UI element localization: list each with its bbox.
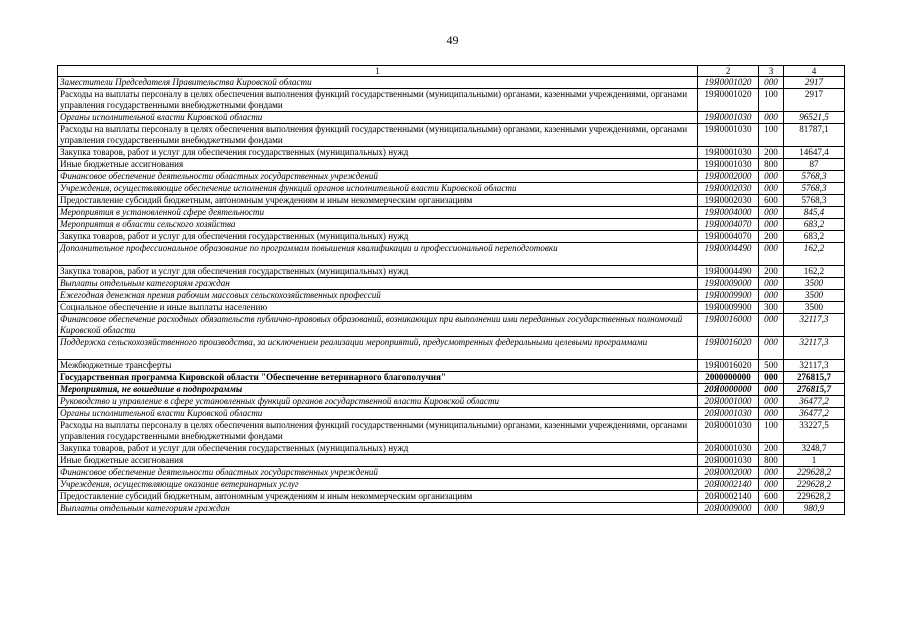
row-expense-type-cell: 200	[759, 443, 784, 455]
row-code-cell: 19Я0001030	[698, 112, 759, 124]
row-name-cell: Закупка товаров, работ и услуг для обеспечения государственных (муниципальных) нужд	[58, 266, 698, 278]
row-expense-type-cell: 500	[759, 360, 784, 372]
row-code-cell: 20Я0001030	[698, 420, 759, 443]
row-expense-type-cell: 000	[759, 219, 784, 231]
table-row	[58, 491, 845, 503]
row-expense-type-cell: 100	[759, 89, 784, 112]
row-expense-type-cell: 000	[759, 384, 784, 396]
row-code-cell: 19Я0002030	[698, 183, 759, 195]
row-name-cell: Учреждения, осуществляющие обеспечение исполнения функций органов исполнительной власти Кировской области	[58, 183, 698, 195]
row-sum-cell: 162,2	[784, 243, 845, 266]
table-row	[58, 503, 845, 515]
row-name-cell: Заместители Председателя Правительства Кировской области	[58, 77, 698, 89]
row-name-cell: Финансовое обеспечение деятельности областных государственных учреждений	[58, 171, 698, 183]
header-sum: 4	[784, 66, 845, 77]
row-sum-cell: 3500	[784, 290, 845, 302]
table-row	[58, 479, 845, 491]
row-code-cell: 19Я0009900	[698, 302, 759, 314]
row-name-cell: Мероприятия, не вошедшие в подпрограммы	[58, 384, 698, 396]
row-name-cell: Межбюджетные трансферты	[58, 360, 698, 372]
row-name-cell: Иные бюджетные ассигнования	[58, 159, 698, 171]
row-name-cell: Предоставление субсидий бюджетным, автономным учреждениям и иным некоммерческим организациям	[58, 491, 698, 503]
table-row	[58, 207, 845, 219]
row-name-cell: Органы исполнительной власти Кировской области	[58, 408, 698, 420]
row-code-cell: 19Я0016000	[698, 314, 759, 337]
row-sum-cell: 5768,3	[784, 195, 845, 207]
row-sum-cell: 3500	[784, 278, 845, 290]
table-row	[58, 290, 845, 302]
row-expense-type-cell: 200	[759, 266, 784, 278]
row-sum-cell: 32117,3	[784, 314, 845, 337]
row-sum-cell: 36477,2	[784, 408, 845, 420]
row-code-cell: 20Я0002140	[698, 491, 759, 503]
row-code-cell: 20Я0001030	[698, 408, 759, 420]
row-sum-cell: 1	[784, 455, 845, 467]
row-expense-type-cell: 000	[759, 112, 784, 124]
row-sum-cell: 845,4	[784, 207, 845, 219]
table-row	[58, 266, 845, 278]
row-sum-cell: 81787,1	[784, 124, 845, 147]
row-name-cell: Мероприятия в установленной сфере деятельности	[58, 207, 698, 219]
row-code-cell: 20Я0001030	[698, 455, 759, 467]
table-row	[58, 77, 845, 89]
row-sum-cell: 2917	[784, 77, 845, 89]
row-expense-type-cell: 200	[759, 147, 784, 159]
row-expense-type-cell: 100	[759, 420, 784, 443]
row-sum-cell: 980,9	[784, 503, 845, 515]
row-code-cell: 20Я0001000	[698, 396, 759, 408]
row-expense-type-cell: 000	[759, 290, 784, 302]
table-row	[58, 195, 845, 207]
row-sum-cell: 229628,2	[784, 479, 845, 491]
row-name-cell: Расходы на выплаты персоналу в целях обеспечения выполнения функций государственными (муниципальными) органами, казенными учреждениями, органами управления государственными внебюджетными фондами	[58, 124, 698, 147]
table-row	[58, 112, 845, 124]
table-row	[58, 231, 845, 243]
page-number: 49	[446, 33, 459, 47]
table-row	[58, 302, 845, 314]
row-sum-cell: 5768,3	[784, 183, 845, 195]
row-sum-cell: 3500	[784, 302, 845, 314]
row-name-cell: Мероприятия в области сельского хозяйства	[58, 219, 698, 231]
table-row	[58, 372, 845, 384]
row-expense-type-cell: 300	[759, 302, 784, 314]
row-name-cell: Выплаты отдельным категориям граждан	[58, 503, 698, 515]
row-code-cell: 19Я0009000	[698, 278, 759, 290]
row-expense-type-cell: 100	[759, 124, 784, 147]
table-row	[58, 455, 845, 467]
row-code-cell: 19Я0001030	[698, 147, 759, 159]
row-sum-cell: 162,2	[784, 266, 845, 278]
table-row	[58, 360, 845, 372]
table-row	[58, 124, 845, 147]
row-sum-cell: 33227,5	[784, 420, 845, 443]
row-expense-type-cell: 200	[759, 231, 784, 243]
row-expense-type-cell: 000	[759, 408, 784, 420]
table-header-row	[58, 66, 845, 77]
row-sum-cell: 3248,7	[784, 443, 845, 455]
row-expense-type-cell: 000	[759, 396, 784, 408]
row-code-cell: 19Я0002000	[698, 171, 759, 183]
row-sum-cell: 229628,2	[784, 467, 845, 479]
row-expense-type-cell: 000	[759, 171, 784, 183]
row-name-cell: Финансовое обеспечение расходных обязательств публично-правовых образований, возникающих при выполнении ими переданных государственных полномочий Кировской области	[58, 314, 698, 337]
row-code-cell: 19Я0004070	[698, 231, 759, 243]
row-expense-type-cell: 000	[759, 278, 784, 290]
row-expense-type-cell: 000	[759, 337, 784, 360]
row-code-cell: 19Я0001030	[698, 159, 759, 171]
row-code-cell: 20Я0002140	[698, 479, 759, 491]
row-name-cell: Закупка товаров, работ и услуг для обеспечения государственных (муниципальных) нужд	[58, 231, 698, 243]
table-row	[58, 314, 845, 337]
row-code-cell: 19Я0016020	[698, 360, 759, 372]
row-code-cell: 19Я0004490	[698, 266, 759, 278]
row-name-cell: Расходы на выплаты персоналу в целях обеспечения выполнения функций государственными (муниципальными) органами, казенными учреждениями, органами управления государственными внебюджетными фондами	[58, 89, 698, 112]
row-code-cell: 19Я0001030	[698, 124, 759, 147]
row-name-cell: Иные бюджетные ассигнования	[58, 455, 698, 467]
table-row	[58, 89, 845, 112]
row-expense-type-cell: 000	[759, 467, 784, 479]
row-name-cell: Закупка товаров, работ и услуг для обеспечения государственных (муниципальных) нужд	[58, 443, 698, 455]
table-row	[58, 384, 845, 396]
table-row	[58, 183, 845, 195]
row-code-cell: 19Я0009900	[698, 290, 759, 302]
row-code-cell: 19Я0004070	[698, 219, 759, 231]
row-sum-cell: 683,2	[784, 231, 845, 243]
table-row	[58, 171, 845, 183]
row-expense-type-cell: 000	[759, 243, 784, 266]
row-name-cell: Выплаты отдельным категориям граждан	[58, 278, 698, 290]
row-code-cell: 20Я0002000	[698, 467, 759, 479]
row-sum-cell: 87	[784, 159, 845, 171]
row-expense-type-cell: 000	[759, 207, 784, 219]
table-row	[58, 467, 845, 479]
row-expense-type-cell: 600	[759, 491, 784, 503]
row-name-cell: Руководство и управление в сфере установленных функций органов государственной власти Кировской области	[58, 396, 698, 408]
row-name-cell: Ежегодная денежная премия рабочим массовых сельскохозяйственных профессий	[58, 290, 698, 302]
row-expense-type-cell: 000	[759, 372, 784, 384]
row-expense-type-cell: 000	[759, 183, 784, 195]
row-expense-type-cell: 800	[759, 455, 784, 467]
budget-table	[57, 65, 845, 515]
table-row	[58, 243, 845, 266]
table-row	[58, 147, 845, 159]
table-body	[58, 77, 845, 515]
table-row	[58, 408, 845, 420]
row-code-cell: 19Я0002030	[698, 195, 759, 207]
row-name-cell: Дополнительное профессиональное образование по программам повышения квалификации и профессиональной переподготовки	[58, 243, 698, 266]
table-row	[58, 337, 845, 360]
row-name-cell: Финансовое обеспечение деятельности областных государственных учреждений	[58, 467, 698, 479]
row-name-cell: Социальное обеспечение и иные выплаты населению	[58, 302, 698, 314]
row-expense-type-cell: 000	[759, 479, 784, 491]
row-expense-type-cell: 800	[759, 159, 784, 171]
row-sum-cell: 36477,2	[784, 396, 845, 408]
row-code-cell: 2000000000	[698, 372, 759, 384]
row-expense-type-cell: 000	[759, 314, 784, 337]
row-sum-cell: 276815,7	[784, 384, 845, 396]
table-row	[58, 159, 845, 171]
row-name-cell: Органы исполнительной власти Кировской области	[58, 112, 698, 124]
row-sum-cell: 229628,2	[784, 491, 845, 503]
row-name-cell: Расходы на выплаты персоналу в целях обеспечения выполнения функций государственными (муниципальными) органами, казенными учреждениями, органами управления государственными внебюджетными фондами	[58, 420, 698, 443]
row-sum-cell: 96521,5	[784, 112, 845, 124]
header-name: 1	[58, 66, 698, 77]
row-sum-cell: 32117,3	[784, 360, 845, 372]
row-code-cell: 19Я0001020	[698, 77, 759, 89]
row-sum-cell: 5768,3	[784, 171, 845, 183]
table-row	[58, 443, 845, 455]
row-name-cell: Поддержка сельскохозяйственного производства, за исключением реализации мероприятий, предусмотренных федеральными целевыми программами	[58, 337, 698, 360]
table-row	[58, 396, 845, 408]
row-code-cell: 19Я0001020	[698, 89, 759, 112]
header-expense-type: 3	[759, 66, 784, 77]
row-name-cell: Государственная программа Кировской области "Обеспечение ветеринарного благополучия"	[58, 372, 698, 384]
row-sum-cell: 32117,3	[784, 337, 845, 360]
row-sum-cell: 683,2	[784, 219, 845, 231]
row-code-cell: 20Я0001030	[698, 443, 759, 455]
row-name-cell: Учреждения, осуществляющие оказание ветеринарных услуг	[58, 479, 698, 491]
row-sum-cell: 276815,7	[784, 372, 845, 384]
row-expense-type-cell: 000	[759, 503, 784, 515]
row-code-cell: 19Я0004490	[698, 243, 759, 266]
row-code-cell: 19Я0016020	[698, 337, 759, 360]
row-expense-type-cell: 600	[759, 195, 784, 207]
row-code-cell: 19Я0004000	[698, 207, 759, 219]
table-row	[58, 420, 845, 443]
row-code-cell: 20Я0009000	[698, 503, 759, 515]
table-row	[58, 219, 845, 231]
table-row	[58, 278, 845, 290]
row-name-cell: Закупка товаров, работ и услуг для обеспечения государственных (муниципальных) нужд	[58, 147, 698, 159]
row-name-cell: Предоставление субсидий бюджетным, автономным учреждениям и иным некоммерческим организациям	[58, 195, 698, 207]
header-code: 2	[698, 66, 759, 77]
row-sum-cell: 2917	[784, 89, 845, 112]
row-sum-cell: 14647,4	[784, 147, 845, 159]
row-expense-type-cell: 000	[759, 77, 784, 89]
row-code-cell: 20Я0000000	[698, 384, 759, 396]
